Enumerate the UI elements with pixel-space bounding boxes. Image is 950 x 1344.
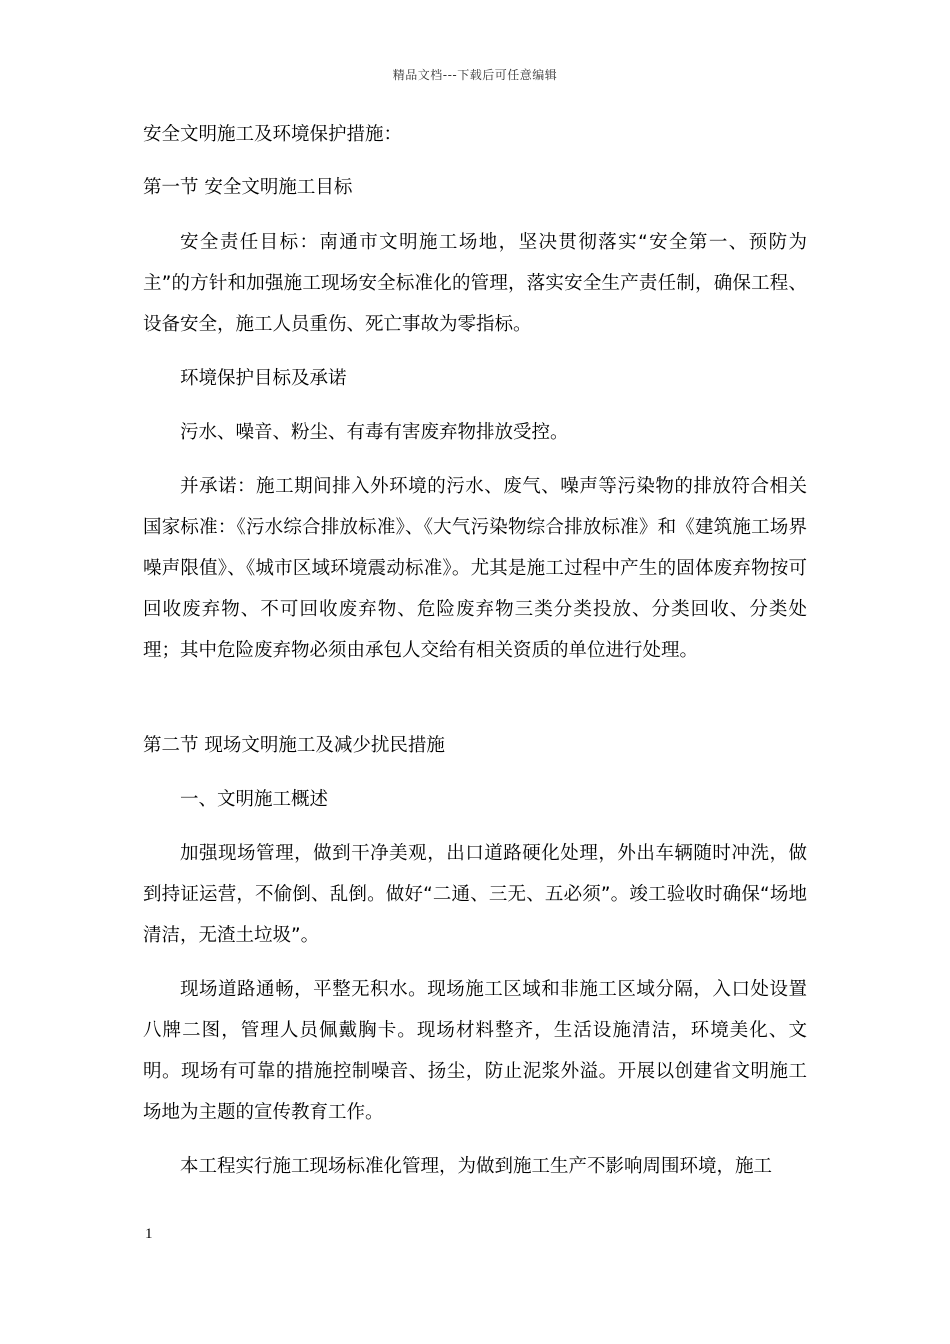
section1-heading: 第一节 安全文明施工目标 xyxy=(143,177,353,198)
section2-heading: 第二节 现场文明施工及减少扰民措施 xyxy=(143,735,445,756)
section1-paragraph: 污水、噪音、粉尘、有毒有害废弃物排放受控。 xyxy=(180,422,569,443)
section2-subheading: 一、文明施工概述 xyxy=(180,789,329,810)
section1-paragraph: 并承诺：施工期间排入外环境的污水、废气、噪声等污染物的排放符合相关国家标准：《污水综合排放标准》、《大气污染物综合排放标准》和《建筑施工场界噪声限值》、《城市区域环境震动标准》。尤其是施工过程中产生的固体废弃物按可回收废弃物、不可回收废弃物、危险废弃物三类分类投放、分类回收、分类处理；其中危险废弃物必须由承包人交给有相关资质的单位进行处理。 xyxy=(143,476,807,661)
section2-paragraph: 本工程实行施工现场标准化管理，为做到施工生产不影响周围环境，施工 xyxy=(180,1156,773,1177)
section2-paragraph: 加强现场管理，做到干净美观，出口道路硬化处理，外出车辆随时冲洗，做到持证运营，不偷倒、乱倒。做好“二通、三无、五必须”。竣工验收时确保“场地清洁，无渣土垃圾”。 xyxy=(143,843,807,946)
section2-paragraph: 现场道路通畅，平整无积水。现场施工区域和非施工区域分隔，入口处设置八牌二图，管理人员佩戴胸卡。现场材料整齐，生活设施清洁，环境美化、文明。现场有可靠的措施控制噪音、扬尘，防止泥浆外溢。开展以创建省文明施工场地为主题的宣传教育工作。 xyxy=(143,979,807,1123)
document-title: 安全文明施工及环境保护措施： xyxy=(143,124,403,145)
page-number: 1 xyxy=(145,1226,153,1242)
section1-paragraph: 环境保护目标及承诺 xyxy=(180,368,347,389)
page-header: 精品文档---下载后可任意编辑 xyxy=(392,68,558,82)
section1-paragraph: 安全责任目标：南通市文明施工场地，坚决贯彻落实“安全第一、预防为主”的方针和加强施工现场安全标准化的管理，落实安全生产责任制，确保工程、设备安全，施工人员重伤、死亡事故为零指标。 xyxy=(143,232,807,335)
